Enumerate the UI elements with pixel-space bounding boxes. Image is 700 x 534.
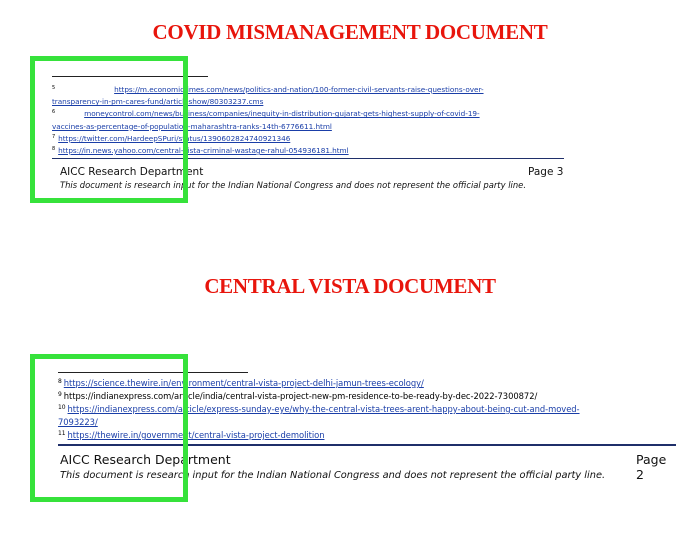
footer-department: AICC Research Department: [60, 452, 231, 467]
footnote-text: https://indianexpress.com/article/india/central-vista-project-new-pm-residence-to-be-ready-by-dec-2022-7300872/: [63, 391, 538, 401]
footnote-number: 9: [58, 391, 62, 398]
footnote-number: 7: [52, 133, 56, 140]
footnote-link[interactable]: https://thewire.in/government/central-vista-project-demolition: [67, 430, 325, 440]
footnote-number: 8: [58, 378, 62, 385]
footer-disclaimer: This document is research input for the Indian National Congress and does not represent the official party line.: [60, 180, 526, 190]
footnote-link[interactable]: vaccines-as-percentage-of-population-maharashtra-ranks-14th-6776611.html: [52, 121, 332, 131]
footnote-link[interactable]: https://in.news.yahoo.com/central-vista-criminal-wastage-rahul-054936181.html: [58, 146, 349, 155]
footnote-number: 8: [52, 146, 56, 152]
footnote-number: 11: [58, 430, 66, 437]
footnote-number: 10: [58, 404, 66, 411]
footnote-link[interactable]: https://indianexpress.com/article/express-sunday-eye/why-the-central-vista-trees-arent-happy-about-being-cut-and-moved-: [67, 404, 580, 414]
footnote-link[interactable]: https://twitter.com/HardeepSPuri/status/1390602824740921346: [58, 133, 291, 143]
covid-document-heading: COVID MISMANAGEMENT DOCUMENT: [152, 20, 548, 44]
footnote-link[interactable]: https://m.economictimes.com/news/politics-and-nation/100-former-civil-servants-raise-questions-over-: [114, 85, 484, 94]
highlight-box-top: [30, 56, 188, 203]
central-vista-document-heading: CENTRAL VISTA DOCUMENT: [204, 274, 496, 298]
footer-disclaimer: This document is research input for the Indian National Congress and does not represent the official party line.: [60, 470, 606, 481]
highlight-box-bottom: [30, 354, 188, 502]
footnote-link[interactable]: 7093223/: [58, 417, 98, 427]
footer-page-number: Page 2: [636, 452, 667, 482]
footnote-link[interactable]: transparency-in-pm-cares-fund/articleshow/80303237.cms: [52, 97, 264, 107]
footnote-link[interactable]: https://science.thewire.in/environment/central-vista-project-delhi-jamun-trees-ecology/: [63, 378, 424, 388]
footnote-number: 6: [52, 109, 56, 116]
footnote-link[interactable]: moneycontrol.com/news/business/companies/inequity-in-distribution-gujarat-gets-highest-supply-of-covid-19-: [84, 109, 480, 119]
footnote-number: 5: [52, 85, 56, 91]
footer-department: AICC Research Department: [60, 166, 204, 178]
footer-page-number: Page 3: [528, 166, 564, 178]
